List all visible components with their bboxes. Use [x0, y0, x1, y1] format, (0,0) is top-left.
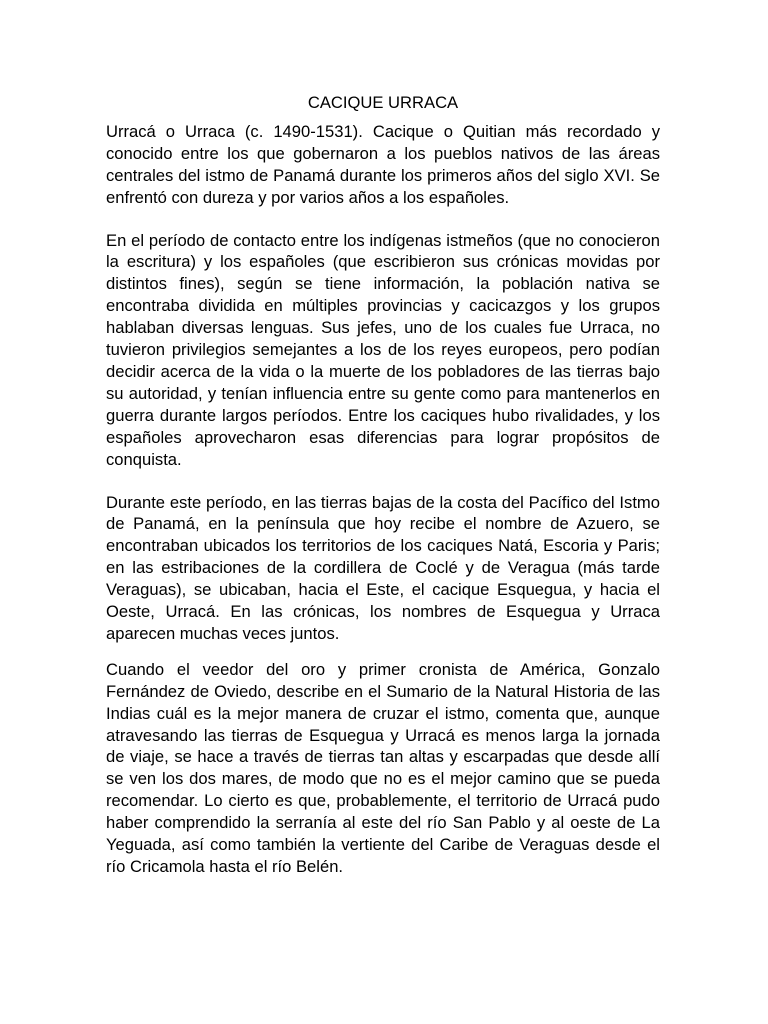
paragraph-oviedo: Cuando el veedor del oro y primer cronista de América, Gonzalo Fernández de Oviedo, describe en el Sumario de la Natural Historia de las Indias cuál es la mejor manera de cruzar el istmo, comenta que, aunque atravesando las tierras de Esquegua y Urracá es menos larga la jornada de viaje, se hace a través de tierras tan altas y escarpadas que desde allí se ven los dos mares, de modo que no es el mejor camino que se pueda recomendar. Lo cierto es que, probablemente, el territorio de Urracá pudo haber comprendido la serranía al este del río San Pablo y al oeste de La Yeguada, así como también la vertiente del Caribe de Veraguas desde el río Cricamola hasta el río Belén. — [106, 659, 660, 876]
document-title: CACIQUE URRACA — [307, 93, 459, 112]
document-body — [106, 92, 660, 899]
paragraph-contact-period: En el período de contacto entre los indígenas istmeños (que no conocieron la escritura) y los españoles (que escribieron sus crónicas movidas por distintos fines), según se tiene información, la población nativa se encontraba dividida en múltiples provincias y cacicazgos y los grupos hablaban diversas lenguas. Sus jefes, uno de los cuales fue Urraca, no tuvieron privilegios semejantes a los de los reyes europeos, pero podían decidir acerca de la vida o la muerte de los pobladores de las tierras bajo su autoridad, y tenían influencia entre su gente como para mantenerlos en guerra durante largos períodos. Entre los caciques hubo rivalidades, y los españoles aprovecharon esas diferencias para lograr propósitos de conquista. — [106, 230, 660, 469]
paragraph-territories: Durante este período, en las tierras bajas de la costa del Pacífico del Istmo de Panamá, en la península que hoy recibe el nombre de Azuero, se encontraban ubicados los territorios de los caciques Natá, Escoria y Paris; en las estribaciones de la cordillera de Coclé y de Veragua (más tarde Veraguas), se ubicaban, hacia el Este, el cacique Esquegua, y hacia el Oeste, Urracá. En las crónicas, los nombres de Esquegua y Urraca aparecen muchas veces juntos. — [106, 492, 660, 643]
paragraph-intro: Urracá o Urraca (c. 1490-1531). Cacique o Quitian más recordado y conocido entre los que gobernaron a los pueblos nativos de las áreas centrales del istmo de Panamá durante los primeros años del siglo XVI. Se enfrentó con dureza y por varios años a los españoles. — [106, 121, 660, 207]
